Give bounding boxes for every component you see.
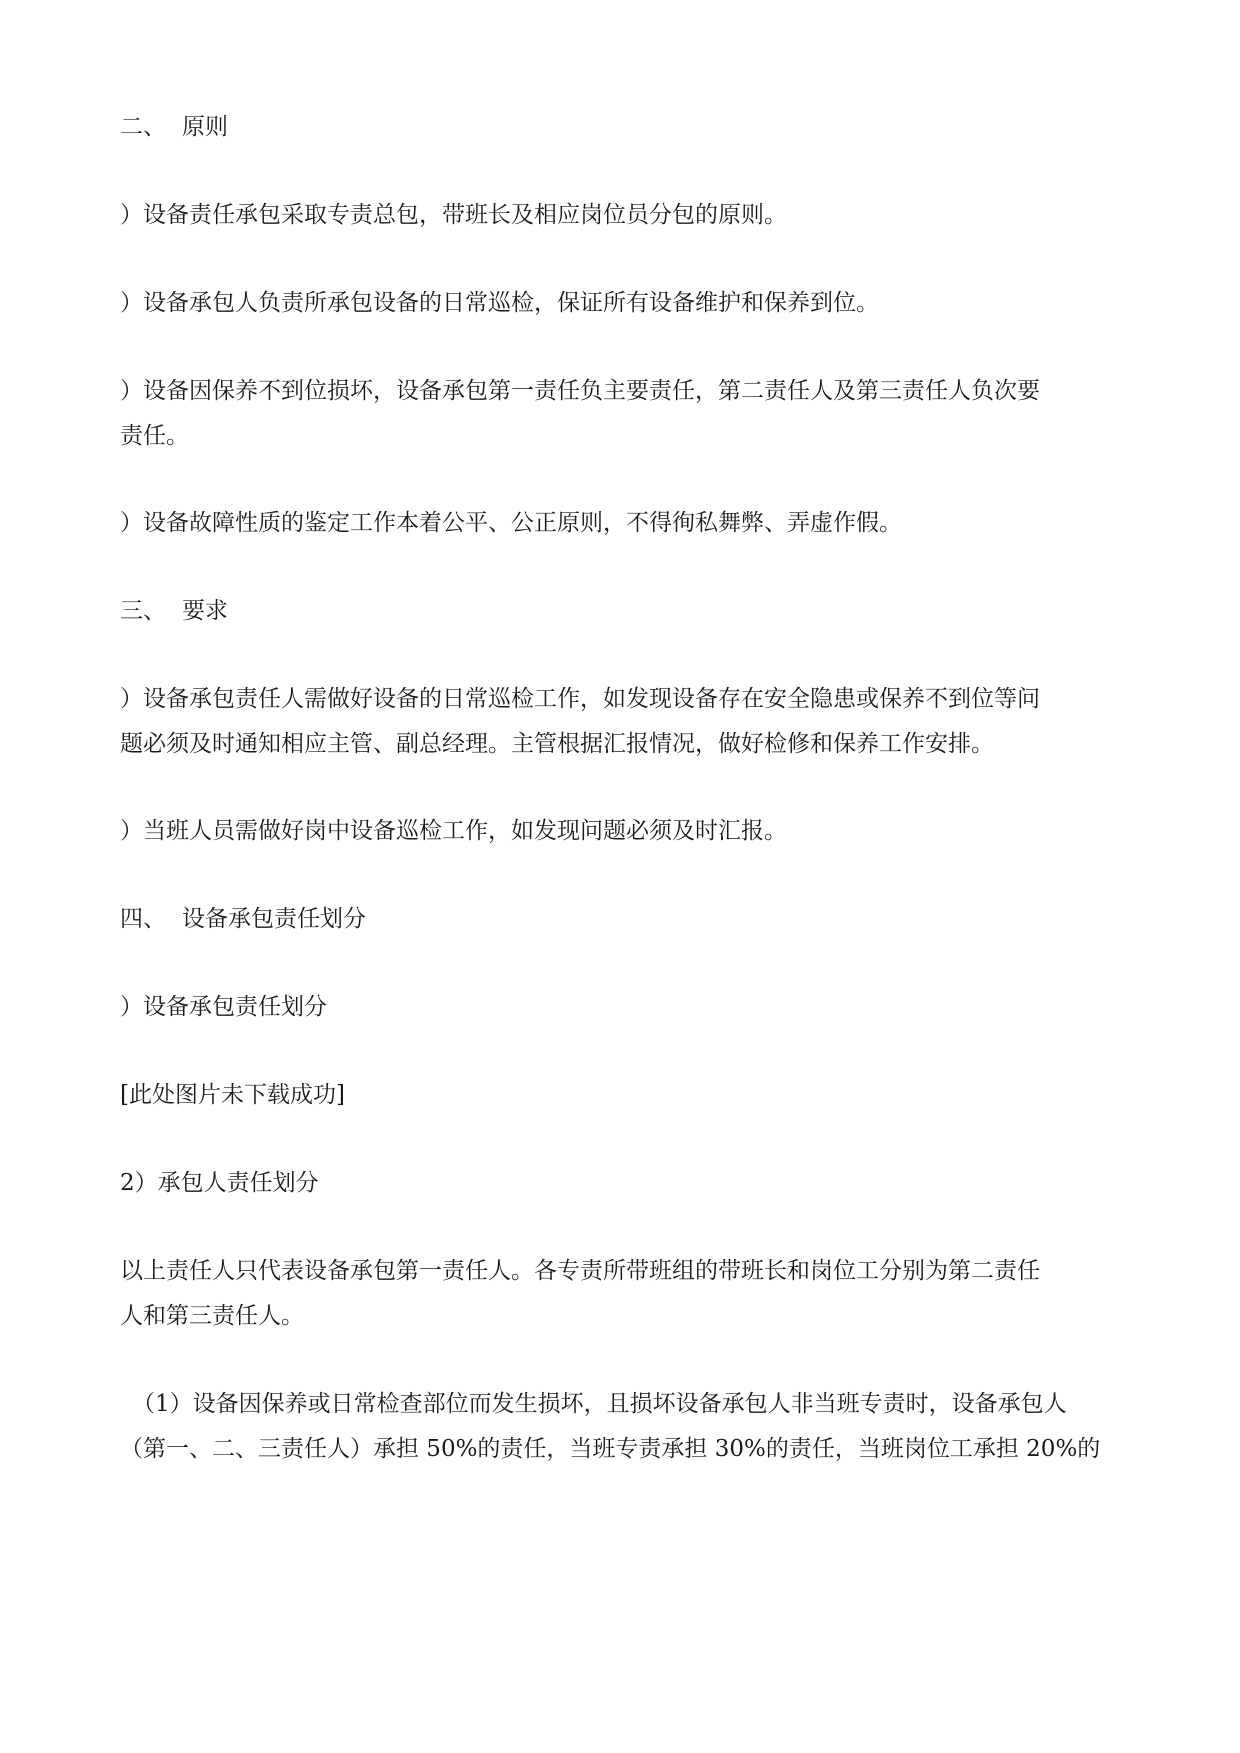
principle-item-4: ）设备故障性质的鉴定工作本着公平、公正原则，不得徇私舞弊、弄虚作假。 <box>120 510 902 536</box>
image-missing-notice: [此处图片未下载成功] <box>120 1082 345 1108</box>
section-number: 二、 <box>120 114 166 140</box>
section-heading-principles <box>120 102 1120 152</box>
requirement-item-1-line-1: ）设备承包责任人需做好设备的日常巡检工作，如发现设备存在安全隐患或保养不到位等问 <box>120 686 1040 712</box>
principle-item-1: ）设备责任承包采取专责总包，带班长及相应岗位员分包的原则。 <box>120 202 787 228</box>
paragraph-1-line-1: 以上责任人只代表设备承包第一责任人。各专责所带班组的带班长和岗位工分别为第二责任 <box>120 1258 1040 1284</box>
section-number: 四、 <box>120 906 166 932</box>
document-page <box>120 0 1120 1753</box>
principle-item-2: ）设备承包人负责所承包设备的日常巡检，保证所有设备维护和保养到位。 <box>120 290 879 316</box>
requirement-item-2: ）当班人员需做好岗中设备巡检工作，如发现问题必须及时汇报。 <box>120 818 787 844</box>
section-heading-responsibility <box>120 894 1120 944</box>
principle-item-3-line-1: ）设备因保养不到位损坏，设备承包第一责任负主要责任，第二责任人及第三责任人负次要 <box>120 378 1040 404</box>
section-title: 要求 <box>182 598 228 624</box>
requirement-item-1-line-2: 题必须及时通知相应主管、副总经理。主管根据汇报情况，做好检修和保养工作安排。 <box>120 731 994 757</box>
section-heading-requirements <box>120 586 1120 636</box>
principle-item-3-line-2: 责任。 <box>120 423 189 449</box>
paragraph-1-line-2: 人和第三责任人。 <box>120 1303 304 1329</box>
subsection-equipment-division: ）设备承包责任划分 <box>120 994 327 1020</box>
section-title: 设备承包责任划分 <box>182 906 366 932</box>
paragraph-2-line-2: （第一、二、三责任人）承担 50%的责任，当班专责承担 30%的责任，当班岗位工承担 20%的 <box>120 1436 1101 1462</box>
section-title: 原则 <box>182 114 228 140</box>
section-number: 三、 <box>120 598 166 624</box>
paragraph-2-line-1: （1）设备因保养或日常检查部位而发生损坏，且损坏设备承包人非当班专责时，设备承包人 <box>132 1391 1067 1417</box>
subsection-contractor-division: 2）承包人责任划分 <box>120 1170 319 1196</box>
